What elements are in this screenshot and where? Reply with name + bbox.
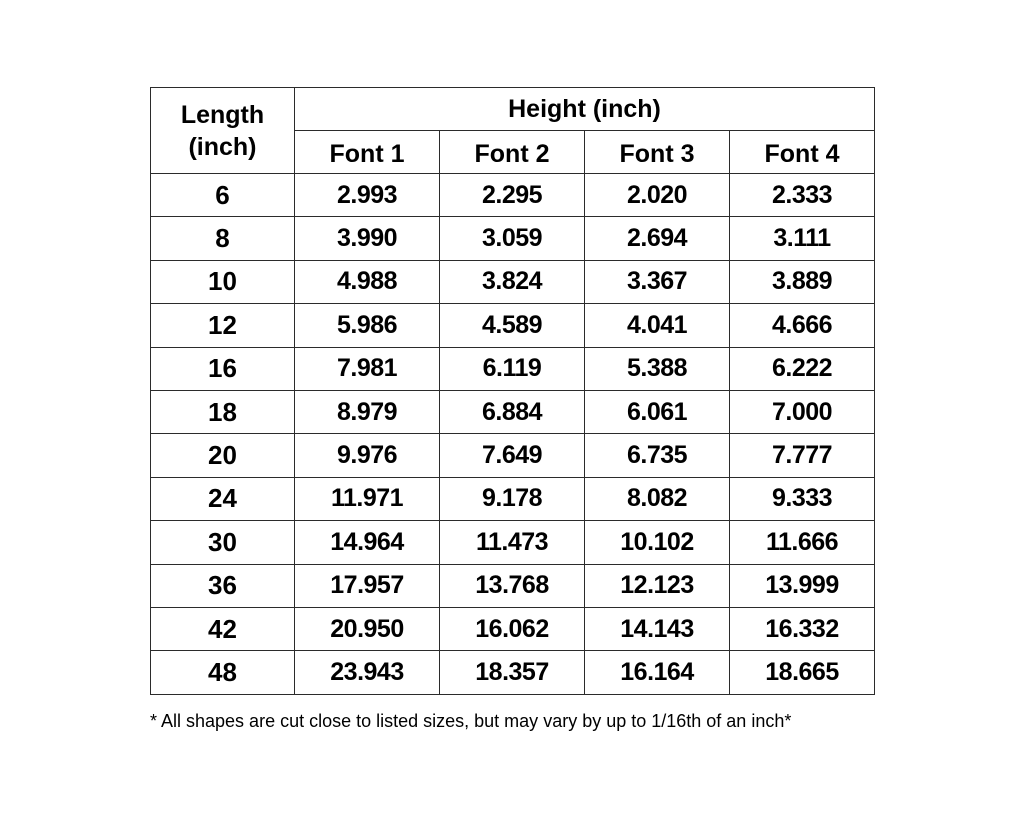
height-cell: 4.589 bbox=[440, 304, 585, 347]
table-row bbox=[151, 521, 875, 564]
height-cell: 6.735 bbox=[585, 434, 730, 477]
height-cell: 9.333 bbox=[730, 477, 875, 520]
height-cell: 12.123 bbox=[585, 564, 730, 607]
font-4-header: Font 4 bbox=[730, 131, 875, 174]
height-cell: 14.143 bbox=[585, 607, 730, 650]
table-row bbox=[151, 260, 875, 303]
height-cell: 7.000 bbox=[730, 390, 875, 433]
height-cell: 2.333 bbox=[730, 174, 875, 217]
length-cell: 42 bbox=[151, 607, 295, 650]
table-row bbox=[151, 217, 875, 260]
footnote: * All shapes are cut close to listed sizes, but may vary by up to 1/16th of an inch* bbox=[150, 711, 792, 731]
height-cell: 2.295 bbox=[440, 174, 585, 217]
height-cell: 6.884 bbox=[440, 390, 585, 433]
height-cell: 9.178 bbox=[440, 477, 585, 520]
height-cell: 2.694 bbox=[585, 217, 730, 260]
table-row bbox=[151, 304, 875, 347]
height-cell: 5.388 bbox=[585, 347, 730, 390]
height-cell: 4.041 bbox=[585, 304, 730, 347]
font-2-header: Font 2 bbox=[440, 131, 585, 174]
height-cell: 6.061 bbox=[585, 390, 730, 433]
height-cell: 11.666 bbox=[730, 521, 875, 564]
height-cell: 6.222 bbox=[730, 347, 875, 390]
length-cell: 16 bbox=[151, 347, 295, 390]
height-cell: 18.665 bbox=[730, 651, 875, 694]
height-cell: 7.981 bbox=[295, 347, 440, 390]
height-cell: 11.971 bbox=[295, 477, 440, 520]
height-cell: 14.964 bbox=[295, 521, 440, 564]
height-cell: 4.666 bbox=[730, 304, 875, 347]
length-cell: 6 bbox=[151, 174, 295, 217]
height-column-group-header: Height (inch) bbox=[295, 88, 875, 131]
length-cell: 48 bbox=[151, 651, 295, 694]
height-cell: 16.164 bbox=[585, 651, 730, 694]
height-cell: 3.059 bbox=[440, 217, 585, 260]
height-cell: 16.332 bbox=[730, 607, 875, 650]
length-cell: 18 bbox=[151, 390, 295, 433]
size-chart-table bbox=[150, 87, 875, 695]
table-row bbox=[151, 651, 875, 694]
height-cell: 7.649 bbox=[440, 434, 585, 477]
height-cell: 18.357 bbox=[440, 651, 585, 694]
length-cell: 10 bbox=[151, 260, 295, 303]
table-row bbox=[151, 347, 875, 390]
height-cell: 11.473 bbox=[440, 521, 585, 564]
height-cell: 5.986 bbox=[295, 304, 440, 347]
length-cell: 8 bbox=[151, 217, 295, 260]
height-cell: 16.062 bbox=[440, 607, 585, 650]
height-cell: 20.950 bbox=[295, 607, 440, 650]
length-column-header: Length (inch) bbox=[151, 88, 295, 174]
table-row bbox=[151, 174, 875, 217]
height-cell: 23.943 bbox=[295, 651, 440, 694]
height-cell: 13.768 bbox=[440, 564, 585, 607]
height-cell: 13.999 bbox=[730, 564, 875, 607]
height-cell: 9.976 bbox=[295, 434, 440, 477]
table-row bbox=[151, 607, 875, 650]
table-row bbox=[151, 477, 875, 520]
height-cell: 8.979 bbox=[295, 390, 440, 433]
font-3-header: Font 3 bbox=[585, 131, 730, 174]
table-row bbox=[151, 434, 875, 477]
table-row bbox=[151, 390, 875, 433]
height-cell: 3.990 bbox=[295, 217, 440, 260]
height-cell: 2.993 bbox=[295, 174, 440, 217]
length-cell: 30 bbox=[151, 521, 295, 564]
length-cell: 12 bbox=[151, 304, 295, 347]
height-cell: 3.367 bbox=[585, 260, 730, 303]
height-cell: 3.889 bbox=[730, 260, 875, 303]
height-cell: 2.020 bbox=[585, 174, 730, 217]
length-cell: 24 bbox=[151, 477, 295, 520]
table-row bbox=[151, 564, 875, 607]
height-cell: 6.119 bbox=[440, 347, 585, 390]
height-cell: 17.957 bbox=[295, 564, 440, 607]
table-header-row bbox=[151, 88, 875, 131]
length-cell: 36 bbox=[151, 564, 295, 607]
font-1-header: Font 1 bbox=[295, 131, 440, 174]
height-cell: 3.824 bbox=[440, 260, 585, 303]
height-cell: 10.102 bbox=[585, 521, 730, 564]
height-cell: 8.082 bbox=[585, 477, 730, 520]
height-cell: 7.777 bbox=[730, 434, 875, 477]
length-cell: 20 bbox=[151, 434, 295, 477]
height-cell: 3.111 bbox=[730, 217, 875, 260]
height-cell: 4.988 bbox=[295, 260, 440, 303]
